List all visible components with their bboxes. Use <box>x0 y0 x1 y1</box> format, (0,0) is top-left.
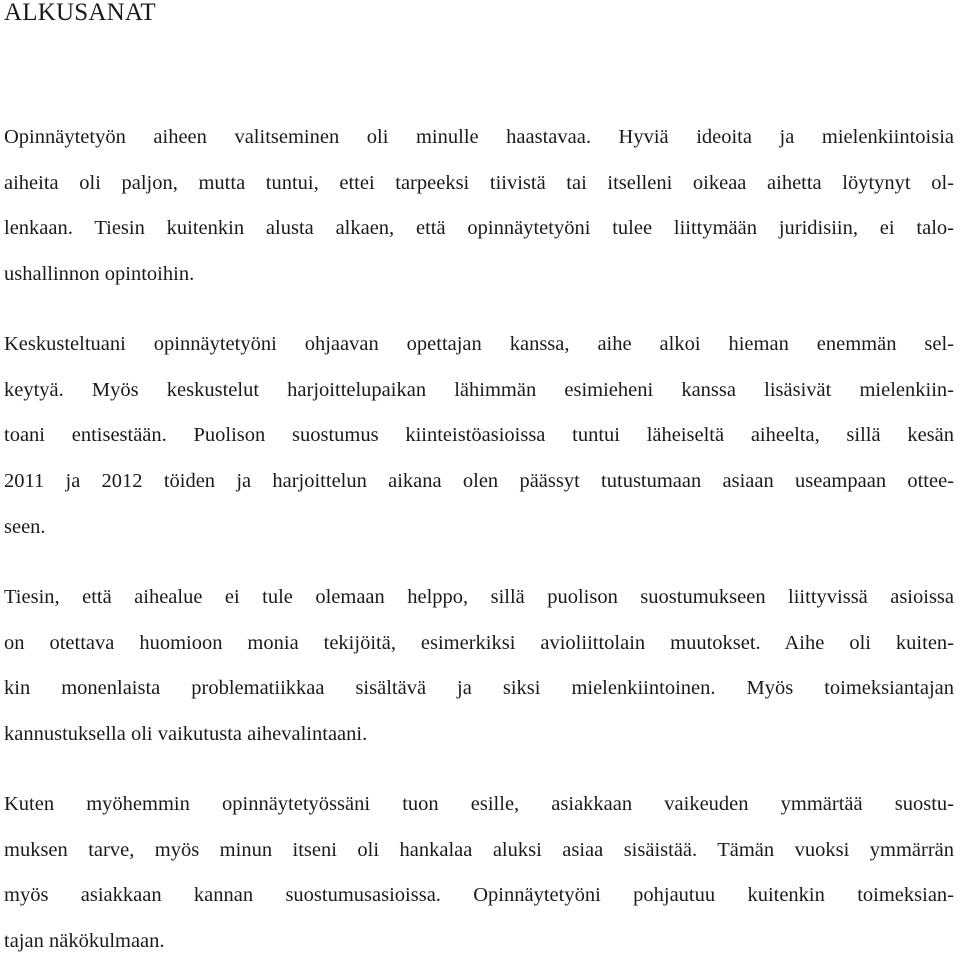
paragraph-line: seen. <box>4 515 46 538</box>
paragraph-line: 2011 ja 2012 töiden ja harjoittelun aikana olen päässyt tutustumaan asiaan useampaan ottee- <box>4 470 954 493</box>
paragraph-line: kannustuksella oli vaikutusta aihevalintaani. <box>4 723 368 746</box>
paragraph-line: lenkaan. Tiesin kuitenkin alusta alkaen, että opinnäytetyöni tulee liittymään juridisiin, ei talo- <box>4 217 954 240</box>
paragraph-3 <box>4 575 954 758</box>
paragraph-1 <box>4 115 954 298</box>
paragraph-line: Tiesin, että aihealue ei tule olemaan helppo, sillä puolison suostumukseen liittyvissä asioissa <box>4 586 954 608</box>
paragraph-line: on otettava huomioon monia tekijöitä, esimerkiksi avioliittolain muutokset. Aihe oli kuiten- <box>4 631 954 654</box>
paragraph-line: aiheita oli paljon, mutta tuntui, ettei tarpeeksi tiivistä tai itselleni oikeaa aihetta löytynyt ol- <box>4 171 954 194</box>
paragraph-line: Opinnäytetyön aiheen valitseminen oli minulle haastavaa. Hyviä ideoita ja mielenkiintoisia <box>4 126 954 148</box>
paragraph-line: muksen tarve, myös minun itseni oli hankalaa aluksi asiaa sisäistää. Tämän vuoksi ymmärrän <box>4 838 954 861</box>
paragraph-line: tajan näkökulmaan. <box>4 930 165 953</box>
paragraph-line: Keskusteltuani opinnäytetyöni ohjaavan opettajan kanssa, aihe alkoi hieman enemmän sel- <box>4 333 954 355</box>
paragraph-line: myös asiakkaan kannan suostumusasioissa. Opinnäytetyöni pohjautuu kuitenkin toimeksian- <box>4 884 954 907</box>
paragraph-line: ushallinnon opintoihin. <box>4 263 195 286</box>
paragraph-line: toani entisestään. Puolison suostumus kiinteistöasioissa tuntui läheiseltä aiheelta, sillä kesän <box>4 424 954 447</box>
paragraph-line: keytyä. Myös keskustelut harjoittelupaikan lähimmän esimieheni kanssa lisäsivät mielenkiin- <box>4 378 954 401</box>
page-heading: ALKUSANAT <box>4 0 156 26</box>
paragraph-line: kin monenlaista problematiikkaa sisältävä ja siksi mielenkiintoinen. Myös toimeksiantajan <box>4 677 954 700</box>
paragraph-4 <box>4 782 954 965</box>
paragraph-line: Kuten myöhemmin opinnäytetyössäni tuon esille, asiakkaan vaikeuden ymmärtää suostu- <box>4 793 954 815</box>
paragraph-2 <box>4 322 954 551</box>
